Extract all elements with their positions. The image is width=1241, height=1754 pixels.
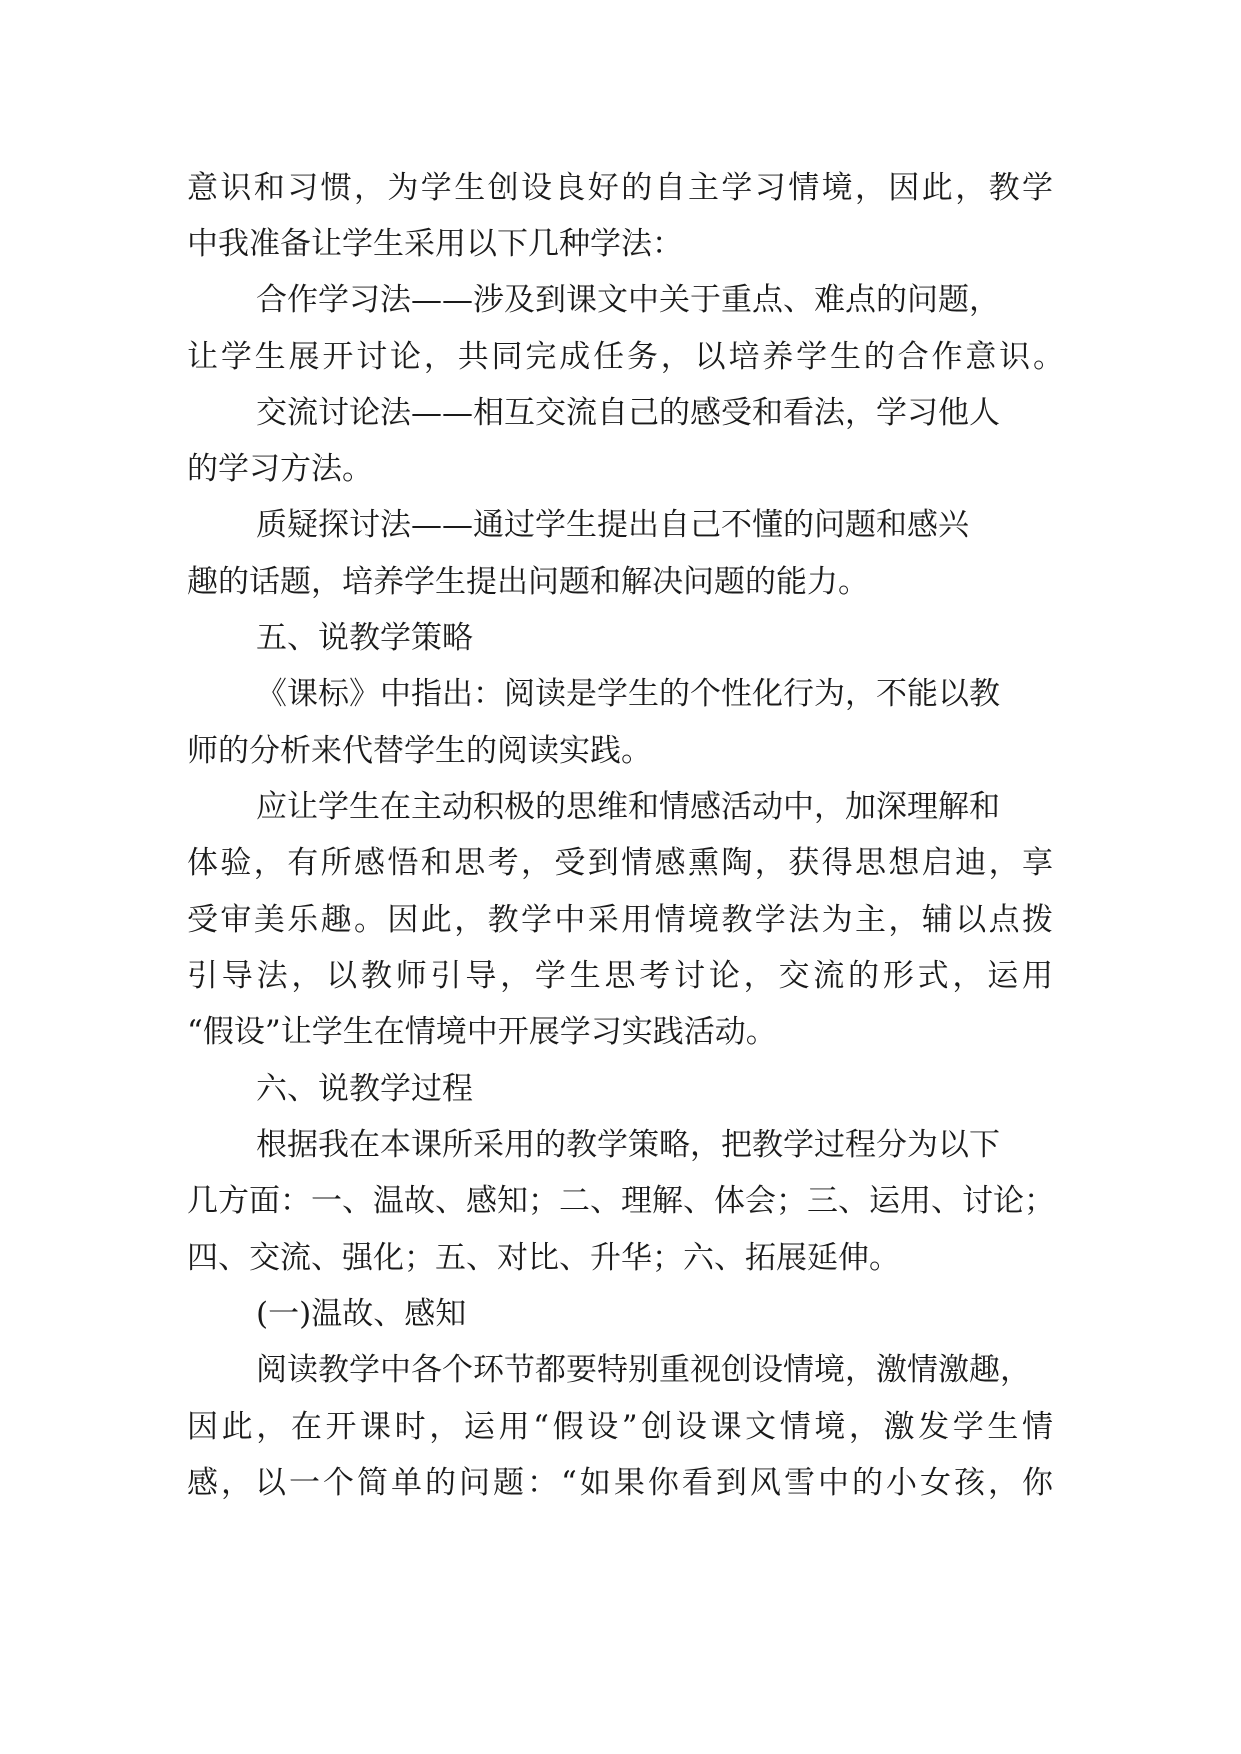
text-line: 质疑探讨法——通过学生提出自己不懂的问题和感兴 [256, 507, 969, 543]
text-line: “假设”让学生在情境中开展学习实践活动。 [187, 1014, 777, 1050]
text-line: 因此，在开课时，运用“假设”创设课文情境，激发学生情 [187, 1409, 1053, 1445]
text-line: 体验，有所感悟和思考，受到情感熏陶，获得思想启迪，享 [187, 845, 1053, 881]
section-heading: 五、说教学策略 [256, 620, 473, 656]
subsection-heading: (一)温故、感知 [256, 1296, 467, 1332]
text-line: 交流讨论法——相互交流自己的感受和看法，学习他人 [256, 395, 1000, 431]
text-line: 阅读教学中各个环节都要特别重视创设情境，激情激趣， [256, 1352, 1031, 1388]
text-line: 趣的话题，培养学生提出问题和解决问题的能力。 [187, 564, 869, 600]
text-line: 师的分析来代替学生的阅读实践。 [187, 733, 652, 769]
text-line: 中我准备让学生采用以下几种学法： [187, 226, 683, 262]
section-heading: 六、说教学过程 [256, 1071, 473, 1107]
text-line: 四、交流、强化；五、对比、升华；六、拓展延伸。 [187, 1240, 900, 1276]
text-line: 根据我在本课所采用的教学策略，把教学过程分为以下 [256, 1127, 1000, 1163]
text-line: 意识和习惯，为学生创设良好的自主学习情境，因此，教学 [187, 170, 1053, 206]
text-line: 合作学习法——涉及到课文中关于重点、难点的问题， [256, 282, 1000, 318]
text-line: 让学生展开讨论，共同完成任务，以培养学生的合作意识。 [187, 339, 1064, 375]
text-line: 引导法，以教师引导，学生思考讨论，交流的形式，运用 [187, 958, 1053, 994]
text-line: 几方面：一、温故、感知；二、理解、体会；三、运用、讨论； [187, 1183, 1055, 1219]
text-line: 的学习方法。 [187, 451, 373, 487]
text-line: 感，以一个简单的问题：“如果你看到风雪中的小女孩，你 [187, 1465, 1053, 1501]
text-line: 应让学生在主动积极的思维和情感活动中，加深理解和 [256, 789, 1000, 825]
text-line: 《课标》中指出：阅读是学生的个性化行为，不能以教 [256, 676, 1000, 712]
text-line: 受审美乐趣。因此，教学中采用情境教学法为主，辅以点拨 [187, 902, 1053, 938]
